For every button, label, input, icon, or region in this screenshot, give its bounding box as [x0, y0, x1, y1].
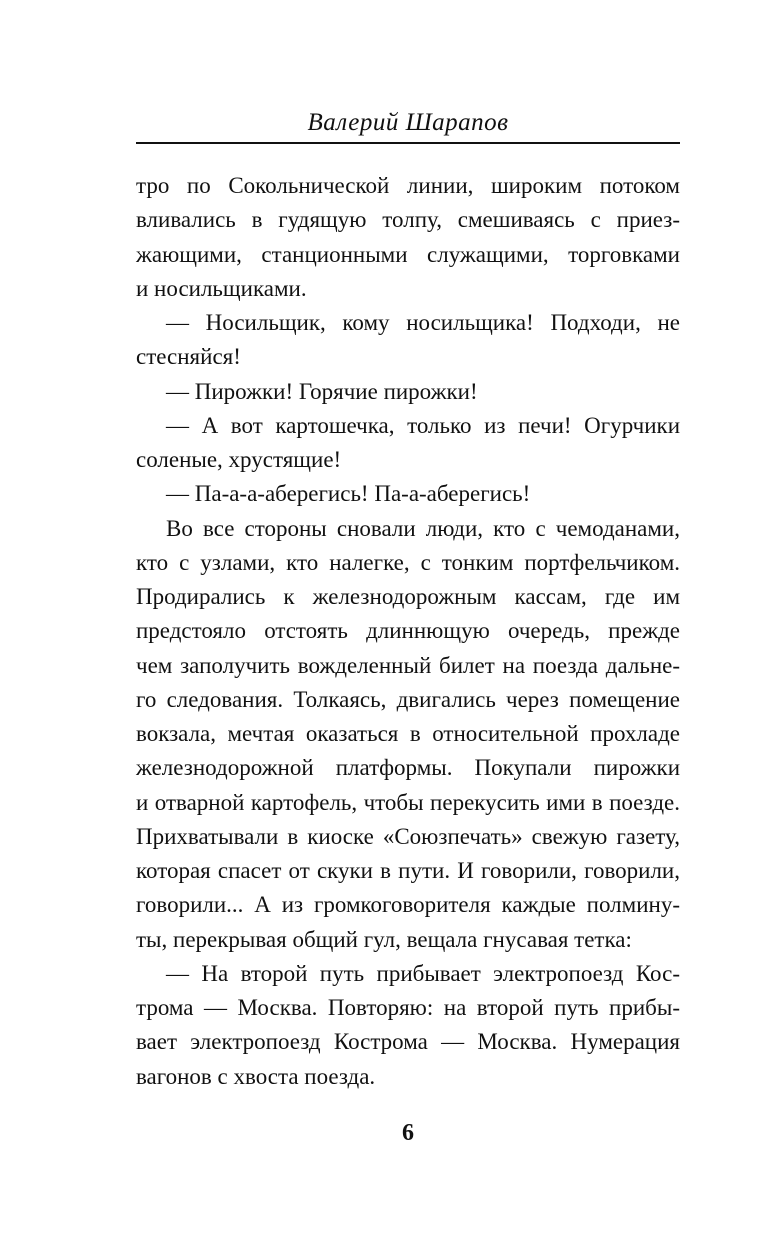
header-rule — [136, 142, 680, 144]
text-line: — Па-а-а-аберегись! Па-а-аберегись! — [166, 481, 531, 507]
text-line: ты, перекрывая общий гул, вещала гнусавая тетка: — [136, 926, 632, 952]
text-line: тро по Сокольнической линии, широким потоком — [136, 173, 680, 198]
text-line: кто с узлами, кто налегке, с тонким портфельчиком. — [136, 549, 680, 575]
text-line: железнодорожной платформы. Покупали пирожки — [136, 755, 680, 781]
text-line: соленые, хрустящие! — [136, 447, 342, 472]
text-line: — Носильщик, кому носильщика! Подходи, не — [166, 310, 680, 335]
running-head-author: Валерий Шарапов — [307, 109, 509, 136]
text-line: и носильщиками. — [136, 275, 307, 301]
text-line: — Пирожки! Горячие пирожки! — [166, 378, 478, 404]
text-line: вливались в гудящую толпу, смешиваясь с приез- — [136, 207, 680, 233]
text-line: вокзала, мечтая оказаться в относительной прохладе — [136, 721, 680, 746]
text-line: которая спасет от скуки в пути. И говорили, говорили, — [136, 858, 680, 883]
text-line: говорили... А из громкоговорителя каждые полмину- — [136, 892, 680, 918]
text-line: — А вот картошечка, только из печи! Огурчики — [166, 412, 680, 438]
body-text — [136, 169, 680, 1094]
text-line: и отварной картофель, чтобы перекусить ими в поезде. — [136, 789, 680, 815]
text-line: трома — Москва. Повторяю: на второй путь прибы- — [136, 995, 680, 1020]
text-line: предстояло отстоять длиннющую очередь, прежде — [136, 618, 680, 644]
text-line: вает электропоезд Кострома — Москва. Нумерация — [136, 1029, 680, 1055]
text-line: вагонов с хвоста поезда. — [136, 1063, 376, 1089]
text-line: го следования. Толкаясь, двигались через помещение — [136, 686, 680, 712]
text-line: Прихватывали в киоске «Союзпечать» свежую газету, — [136, 823, 680, 849]
text-line: стесняйся! — [136, 344, 241, 370]
text-line: — На второй путь прибывает электропоезд Кос- — [166, 960, 680, 986]
page-number: 6 — [402, 1120, 414, 1146]
text-line: Во все стороны сновали люди, кто с чемоданами, — [166, 515, 680, 541]
text-line: Продирались к железнодорожным кассам, где им — [136, 584, 680, 609]
text-line: жающими, станционными служащими, торговками — [136, 241, 680, 267]
text-line: чем заполучить вожделенный билет на поезда дальне- — [136, 652, 680, 678]
